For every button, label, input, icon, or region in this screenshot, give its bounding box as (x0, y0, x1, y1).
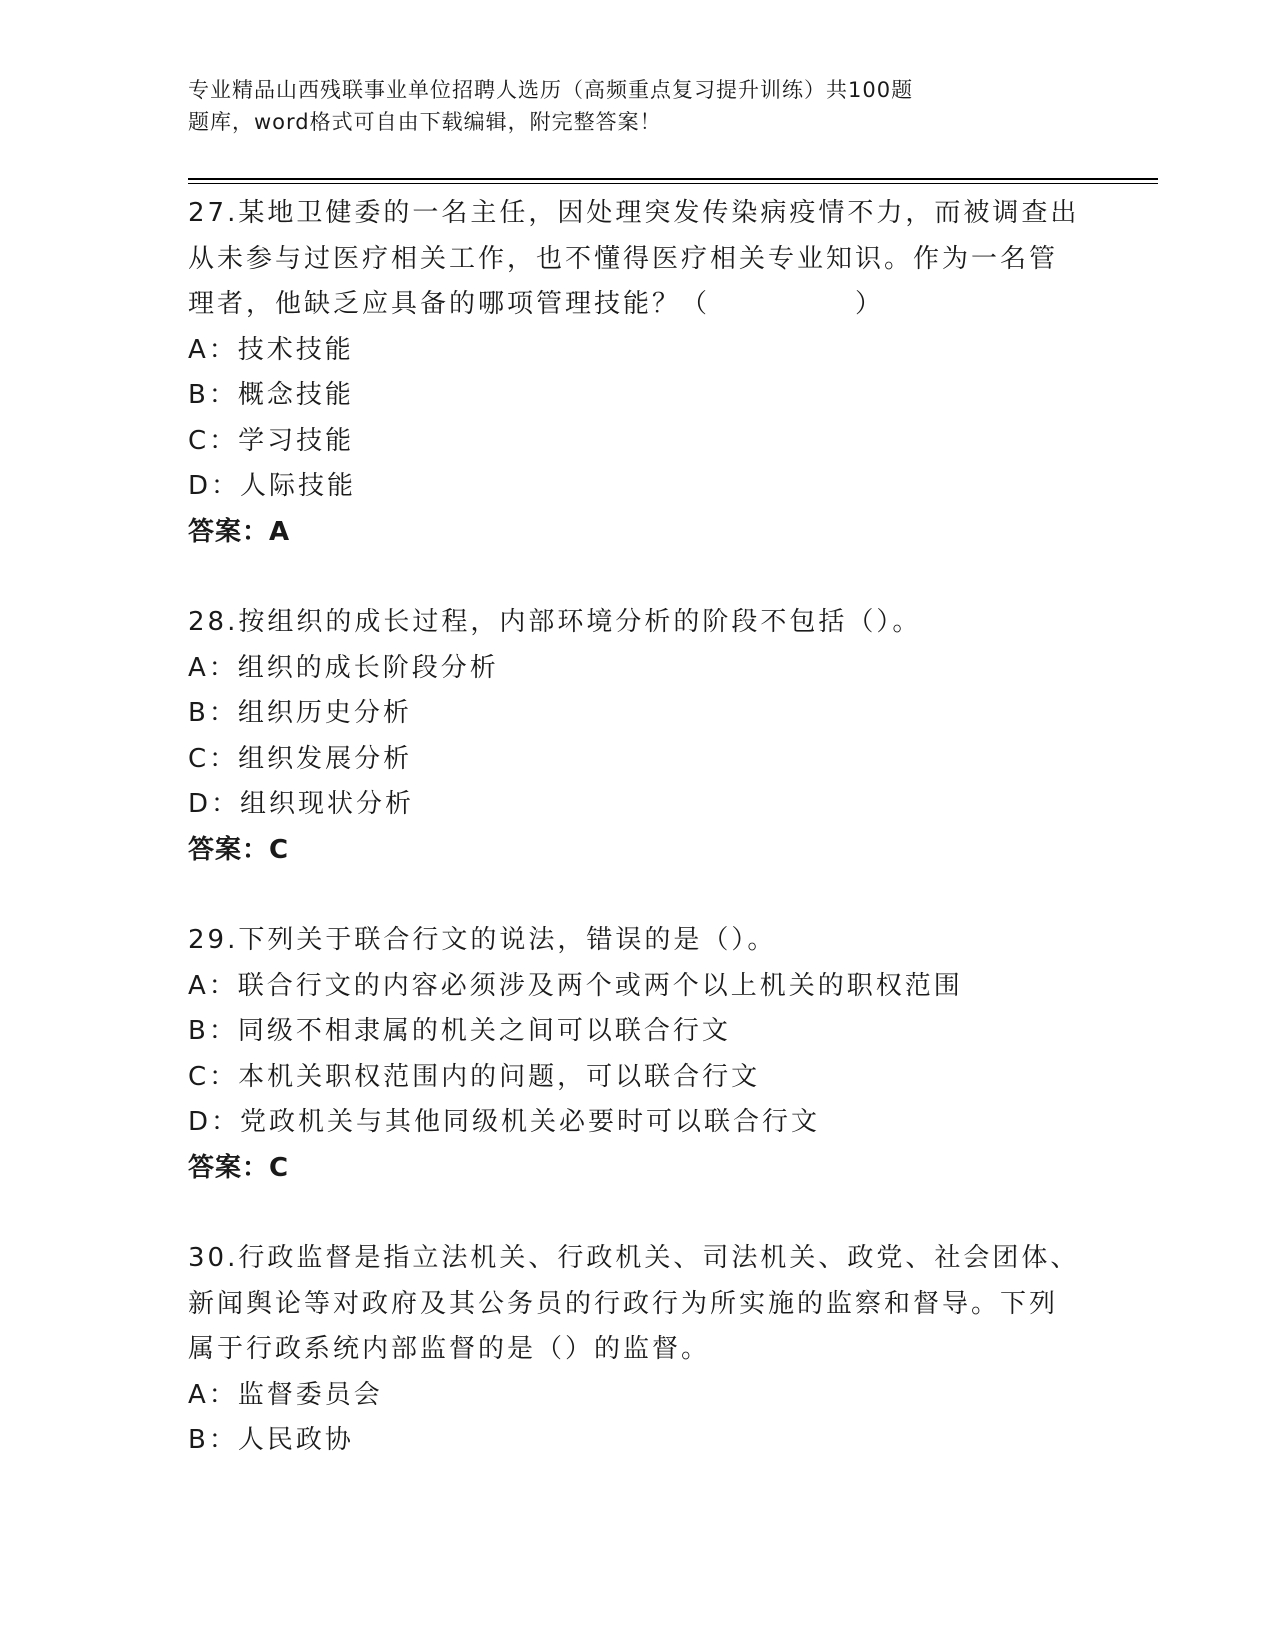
option-a: A：技术技能 (188, 334, 354, 365)
question-list (188, 191, 1088, 1464)
question-29 (188, 918, 1088, 1191)
question-stem-line: 理者，他缺乏应具备的哪项管理技能？（ ） (188, 289, 885, 319)
question-30 (188, 1236, 1088, 1464)
answer-label: 答案：C (188, 834, 290, 865)
question-stem-line: 新闻舆论等对政府及其公务员的行政行为所实施的监察和督导。下列 (188, 1288, 1059, 1319)
option-d: D：人际技能 (188, 471, 357, 501)
option-a: A：联合行文的内容必须涉及两个或两个以上机关的职权范围 (188, 970, 963, 1001)
question-28 (188, 600, 1088, 873)
option-c: C：本机关职权范围内的问题，可以联合行文 (188, 1061, 761, 1092)
option-b: B：组织历史分析 (188, 698, 412, 728)
option-a: A：组织的成长阶段分析 (188, 652, 499, 683)
question-stem-line: 30.行政监督是指立法机关、行政机关、司法机关、政党、社会团体、 (188, 1243, 1080, 1273)
question-stem-line: 从未参与过医疗相关工作，也不懂得医疗相关专业知识。作为一名管 (188, 243, 1059, 274)
question-stem-line: 28.按组织的成长过程，内部环境分析的阶段不包括（）。 (188, 607, 922, 637)
option-b: B：人民政协 (188, 1425, 354, 1455)
option-c: C：学习技能 (188, 425, 355, 456)
header-line: 题库，word格式可自由下载编辑，附完整答案！ (188, 110, 662, 134)
question-stem-line: 29.下列关于联合行文的说法，错误的是（）。 (188, 925, 777, 955)
option-b: B：概念技能 (188, 380, 354, 410)
option-d: D：组织现状分析 (188, 789, 415, 819)
question-stem-line: 27.某地卫健委的一名主任，因处理突发传染病疫情不力，而被调查出 (188, 198, 1080, 228)
option-d: D：党政机关与其他同级机关必要时可以联合行文 (188, 1107, 821, 1137)
answer-label: 答案：C (188, 1152, 290, 1183)
header-line: 专业精品山西残联事业单位招聘人选历（高频重点复习提升训练）共100题 (188, 78, 914, 102)
answer-label: 答案：A (188, 516, 291, 547)
question-27 (188, 191, 1088, 555)
document-header (188, 74, 1068, 138)
header-divider-thick (188, 178, 1158, 180)
question-stem-line: 属于行政系统内部监督的是（）的监督。 (188, 1334, 711, 1364)
option-a: A：监督委员会 (188, 1379, 383, 1410)
option-c: C：组织发展分析 (188, 743, 413, 774)
option-b: B：同级不相隶属的机关之间可以联合行文 (188, 1016, 731, 1046)
header-divider-thin (188, 183, 1158, 184)
